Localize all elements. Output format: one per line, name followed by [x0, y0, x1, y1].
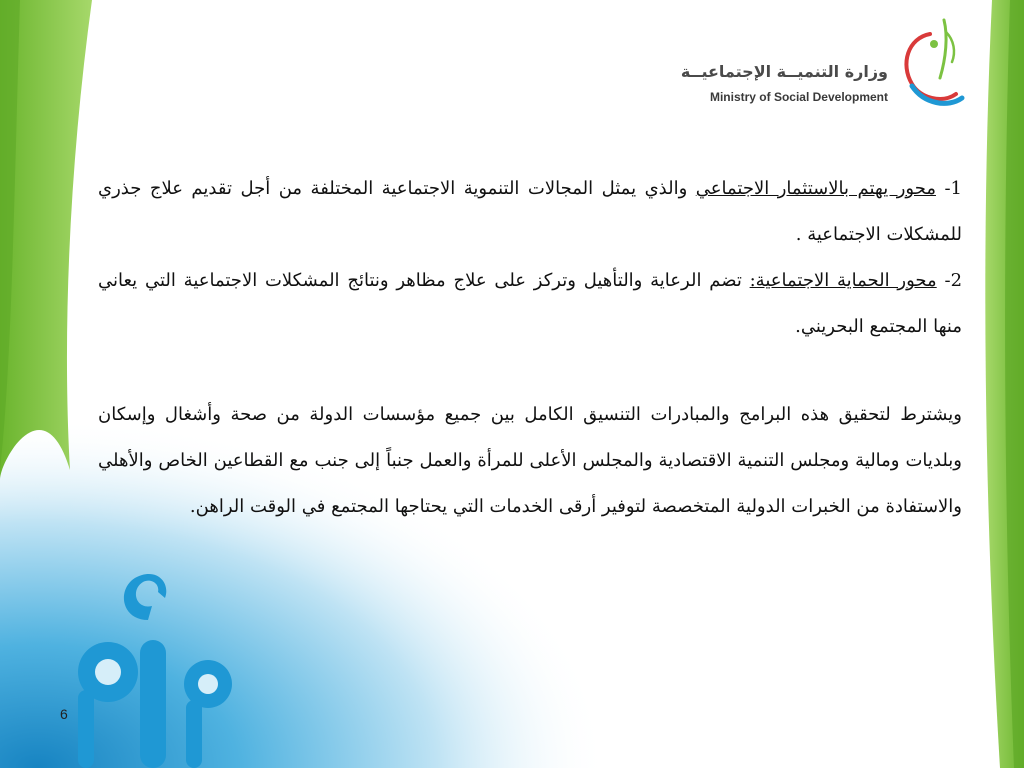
ministry-name-arabic: وزارة التنميــة الإجتماعيــة — [680, 62, 888, 81]
slide-content — [98, 166, 962, 530]
paragraph-2-heading: محور الحماية الاجتماعية: — [749, 270, 937, 291]
ministry-logo-figure-icon — [890, 12, 970, 112]
paragraph-2-number: 2- — [936, 270, 963, 291]
page-number: 6 — [60, 706, 68, 722]
paragraph-gap — [98, 350, 962, 392]
paragraph-2 — [98, 258, 962, 350]
paragraph-1-heading: محور يهتم بالاستثمار الاجتماعي — [695, 178, 936, 199]
decor-body-mid — [140, 640, 166, 768]
decor-body-right — [186, 700, 202, 768]
paragraph-2-body: تضم الرعاية والتأهيل وتركز على علاج مظاهر ونتائج المشكلات الاجتماعية التي يعاني منها المجتمع البحريني. — [98, 270, 962, 337]
paragraph-3: ويشترط لتحقيق هذه البرامج والمبادرات التنسيق الكامل بين جميع مؤسسات الدولة من صحة وأشغال وإسكان وبلديات ومالية ومجلس التنمية الاقتصادية والمجلس الأعلى للمرأة والعمل جنباً إلى جنب مع القطاعين الخاص والأهلي والاستفادة من الخبرات الدولية المتخصصة لتوفير أرقى الخدمات التي يحتاجها المجتمع في الوقت الراهن. — [98, 404, 962, 517]
logo-green-head — [930, 40, 938, 48]
decor-head-right-inner — [198, 674, 218, 694]
decor-body-left — [78, 690, 94, 768]
paragraph-1 — [98, 166, 962, 258]
ministry-logo — [680, 12, 970, 112]
paragraph-1-body: والذي يمثل المجالات التنموية الاجتماعية المختلفة من أجل تقديم علاج جذري للمشكلات الاجتماعية . — [98, 178, 962, 245]
decor-head-left-inner — [95, 659, 121, 685]
logo-green-figure — [940, 20, 946, 78]
ministry-name-english: Ministry of Social Development — [709, 90, 888, 104]
paragraph-1-number: 1- — [935, 178, 962, 199]
